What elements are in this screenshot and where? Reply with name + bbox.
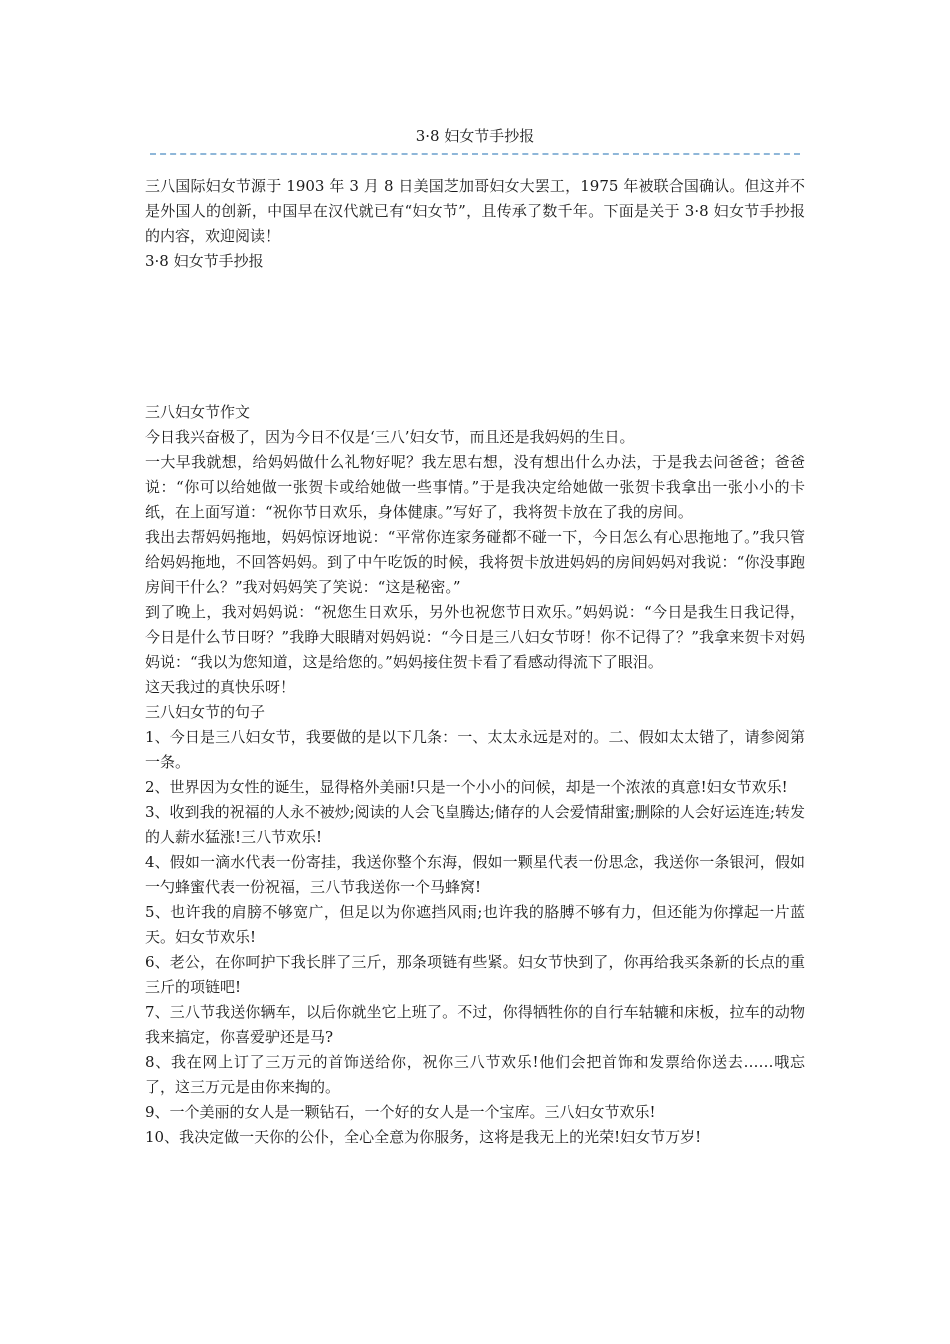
section-heading-sentences: 三八妇女节的句子 bbox=[145, 703, 266, 721]
sentence-item: 8、我在网上订了三万元的首饰送给你，祝你三八节欢乐!他们会把首饰和发票给你送去……哦忘了，这三万元是由你来掏的。 bbox=[145, 1053, 805, 1096]
document-title: 3·8 妇女节手抄报 bbox=[415, 127, 535, 145]
sentence-item: 4、假如一滴水代表一份寄挂，我送你整个东海，假如一颗星代表一份思念，我送你一条银河，假如一勺蜂蜜代表一份祝福，三八节我送你一个马蜂窝! bbox=[145, 853, 805, 896]
essay-paragraph: 一大早我就想，给妈妈做什么礼物好呢？我左思右想，没有想出什么办法，于是我去问爸爸；爸爸说：“你可以给她做一张贺卡或给她做一些事情。”于是我决定给她做一张贺卡我拿出一张小小的卡纸，在上面写道：“祝你节日欢乐，身体健康。”写好了，我将贺卡放在了我的房间。 bbox=[145, 453, 805, 521]
intro-section bbox=[145, 174, 805, 274]
sentence-item: 10、我决定做一天你的公仆，全心全意为你服务，这将是我无上的光荣!妇女节万岁! bbox=[145, 1128, 702, 1146]
title-divider bbox=[150, 153, 800, 155]
essay-paragraph: 到了晚上，我对妈妈说：“祝您生日欢乐，另外也祝您节日欢乐。”妈妈说：“今日是我生日我记得，今日是什么节日呀？”我睁大眼睛对妈妈说：“今日是三八妇女节呀！你不记得了？”我拿来贺卡对妈妈说：“我以为您知道，这是给您的。”妈妈接住贺卡看了看感动得流下了眼泪。 bbox=[145, 603, 805, 671]
sentence-item: 2、世界因为女性的诞生，显得格外美丽!只是一个小小的问候，却是一个浓浓的真意!妇女节欢乐! bbox=[145, 778, 788, 796]
sentence-item: 7、三八节我送你辆车，以后你就坐它上班了。不过，你得牺牲你的自行车轱辘和床板，拉车的动物我来搞定，你喜爱驴还是马? bbox=[145, 1003, 805, 1046]
essay-paragraph: 这天我过的真快乐呀！ bbox=[145, 678, 296, 696]
body-section bbox=[145, 400, 805, 1150]
sentence-item: 5、也许我的肩膀不够宽广，但足以为你遮挡风雨;也许我的胳膊不够有力，但还能为你撑起一片蓝天。妇女节欢乐! bbox=[145, 903, 805, 946]
essay-paragraph: 我出去帮妈妈拖地，妈妈惊讶地说：“平常你连家务碰都不碰一下，今日怎么有心思拖地了。”我只管给妈妈拖地，不回答妈妈。到了中午吃饭的时候，我将贺卡放进妈妈的房间妈妈对我说：“你没事跑房间干什么？”我对妈妈笑了笑说：“这是秘密。” bbox=[145, 528, 805, 596]
sentence-item: 9、一个美丽的女人是一颗钻石，一个好的女人是一个宝库。三八妇女节欢乐! bbox=[145, 1103, 656, 1121]
essay-paragraph: 今日我兴奋极了，因为今日不仅是‘三八’妇女节，而且还是我妈妈的生日。 bbox=[145, 428, 635, 446]
section-heading-essay: 三八妇女节作文 bbox=[145, 403, 251, 421]
sentence-item: 3、收到我的祝福的人永不被炒;阅读的人会飞皇腾达;储存的人会爱情甜蜜;删除的人会好运连连;转发的人薪水猛涨!三八节欢乐! bbox=[145, 803, 805, 846]
intro-heading: 3·8 妇女节手抄报 bbox=[145, 252, 264, 270]
sentence-item: 6、老公，在你呵护下我长胖了三斤，那条项链有些紧。妇女节快到了，你再给我买条新的长点的重三斤的项链吧! bbox=[145, 953, 805, 996]
sentence-item: 1、今日是三八妇女节，我要做的是以下几条：一、太太永远是对的。二、假如太太错了，请参阅第一条。 bbox=[145, 728, 805, 771]
intro-paragraph: 三八国际妇女节源于 1903 年 3 月 8 日美国芝加哥妇女大罢工，1975 年被联合国确认。但这并不是外国人的创新，中国早在汉代就已有“妇女节”，且传承了数千年。下面是关于 3·8 妇女节手抄报的内容，欢迎阅读！ bbox=[145, 177, 805, 245]
